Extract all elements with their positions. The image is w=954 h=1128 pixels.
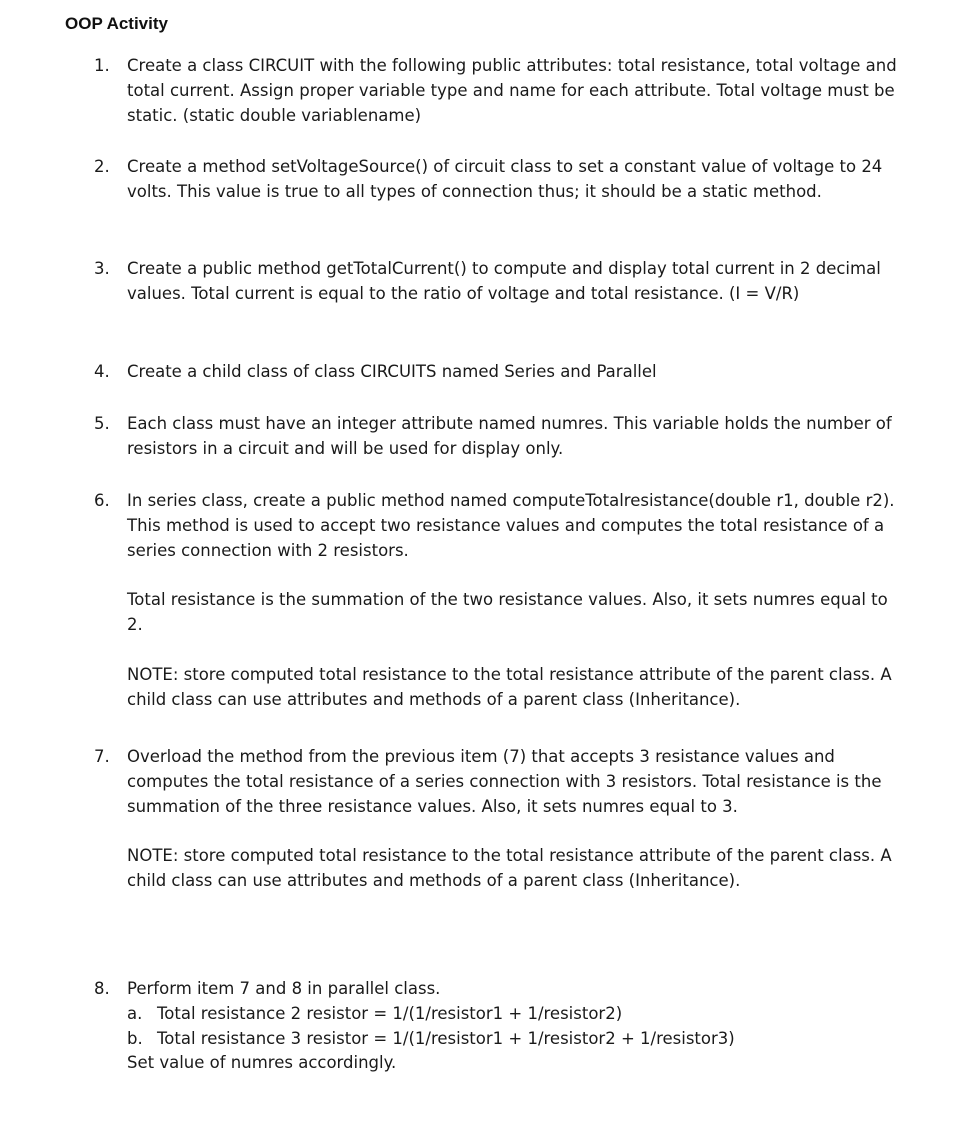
sub-item-b xyxy=(127,1027,894,1052)
item-text: Perform item 7 and 8 in parallel class. xyxy=(127,979,441,998)
item-text: Create a class CIRCUIT with the following public attributes: total resistance, total voltage and total current. Assign proper variable type and name for each attribute. Total voltage must be static. (static double variablename) xyxy=(127,56,897,125)
item-number: 7. xyxy=(94,747,110,766)
list-item-6 xyxy=(94,489,894,713)
sub-item-label: a. xyxy=(127,1003,143,1023)
item-number: 1. xyxy=(94,56,110,75)
item-text: Overload the method from the previous item (7) that accepts 3 resistance values and computes the total resistance of a series connection with 3 resistors. Total resistance is the summation of the three resistance values. Also, it sets numres equal to 3. xyxy=(127,747,882,816)
item-footer: Set value of numres accordingly. xyxy=(127,1053,397,1073)
item-text: Each class must have an integer attribute named numres. This variable holds the number of resistors in a circuit and will be used for display only. xyxy=(127,414,892,458)
sub-item-text: Total resistance 3 resistor = 1/(1/resistor1 + 1/resistor2 + 1/resistor3) xyxy=(157,1028,735,1048)
item-text: Create a public method getTotalCurrent() to compute and display total current in 2 decimal values. Total current is equal to the ratio of voltage and total resistance. (I = V/R) xyxy=(127,259,881,303)
item-number: 4. xyxy=(94,362,110,381)
list-item-2 xyxy=(94,155,894,205)
item-number: 3. xyxy=(94,259,110,278)
sub-item-label: b. xyxy=(127,1028,143,1048)
list-item-5 xyxy=(94,412,894,462)
item-paragraph: Total resistance is the summation of the two resistance values. Also, it sets numres equal to 2. xyxy=(127,590,888,635)
item-number: 2. xyxy=(94,157,110,176)
item-number: 6. xyxy=(94,491,110,510)
item-number: 5. xyxy=(94,414,110,433)
list-item-7 xyxy=(94,745,894,894)
list-item-3 xyxy=(94,257,894,307)
list-item-8 xyxy=(94,977,894,1076)
item-text: Create a child class of class CIRCUITS named Series and Parallel xyxy=(127,362,657,381)
list-item-4 xyxy=(94,360,894,385)
list-item-1 xyxy=(94,54,897,128)
sub-item-a xyxy=(127,1002,894,1027)
item-text: Create a method setVoltageSource() of circuit class to set a constant value of voltage to 24 volts. This value is true to all types of connection thus; it should be a static method. xyxy=(127,157,883,201)
item-note: NOTE: store computed total resistance to the total resistance attribute of the parent class. A child class can use attributes and methods of a parent class (Inheritance). xyxy=(127,664,892,709)
item-note: NOTE: store computed total resistance to the total resistance attribute of the parent class. A child class can use attributes and methods of a parent class (Inheritance). xyxy=(127,846,892,891)
sub-item-text: Total resistance 2 resistor = 1/(1/resistor1 + 1/resistor2) xyxy=(157,1003,623,1023)
item-text: In series class, create a public method named computeTotalresistance(double r1, double r2). This method is used to accept two resistance values and computes the total resistance of a series connection with 2 resistors. xyxy=(127,491,895,560)
document-title: OOP Activity xyxy=(65,14,168,33)
item-number: 8. xyxy=(94,979,110,998)
